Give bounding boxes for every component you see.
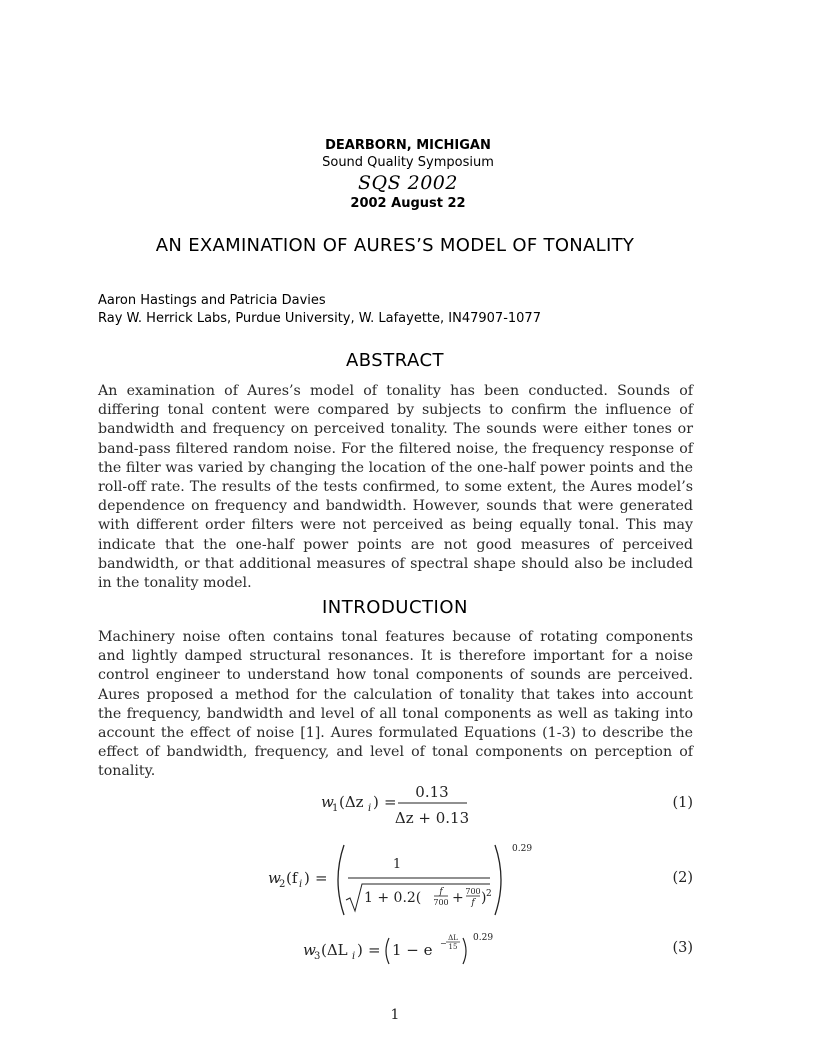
eq2-plus: + [452, 890, 464, 906]
introduction-heading: INTRODUCTION [322, 597, 468, 618]
equation-1 [98, 783, 693, 827]
conference-date: 2002 August 22 [350, 196, 466, 211]
eq2-lhs-sub: 2 [279, 879, 286, 890]
eq2-frac-a-den: 700 [433, 898, 449, 907]
eq2-close: ) [481, 890, 487, 906]
equation-3 [98, 933, 693, 962]
conference-name: Sound Quality Symposium [322, 155, 494, 170]
eq3-exp-num: ΔL [448, 934, 458, 942]
equation-2 [98, 844, 693, 908]
eq2-arg-sub: i [299, 879, 303, 890]
eq3-number: (3) [672, 940, 693, 956]
conference-short-name: SQS 2002 [357, 172, 458, 194]
eq2-frac-b-num: 700 [465, 887, 481, 896]
eq2-arg: (f [286, 869, 298, 887]
eq2-arg-close: ) [304, 869, 310, 887]
eq2-lhs: w [268, 869, 281, 887]
eq1-arg-close: ) [373, 793, 379, 811]
abstract-heading: ABSTRACT [345, 350, 445, 371]
eq3-arg-sub: i [352, 951, 356, 962]
eq1-denominator: Δz + 0.13 [394, 809, 470, 827]
eq3-lhs: w [303, 941, 316, 959]
eq2-left-paren [338, 845, 344, 915]
eq2-right-paren [495, 845, 501, 915]
eq1-lhs-sub: 1 [332, 803, 339, 814]
eq2-equals: = [315, 869, 328, 887]
eq2-radicand: 1 + 0.2( [364, 890, 422, 906]
eq2-outer-exp: 0.29 [512, 844, 533, 854]
page-number: 1 [390, 1007, 400, 1023]
eq3-right-paren [463, 938, 466, 964]
eq1-numerator: 0.13 [415, 783, 449, 801]
eq3-left-paren [386, 938, 389, 964]
abstract-paragraph: An examination of Aures’s model of tonality has been conducted. Sounds of differing tonal content were compared by subjects to confirm the influence of bandwidth and frequency on perceived tonality. The sounds were either tones or band-pass filtered random noise. For the filtered noise, the frequency response of the filter was varied by changing the location of the one-half power points and the roll-off rate. The results of the tests confirmed, to some extent, the Aures model’s dependence on frequency and bandwidth. However, sounds that were generated with different order filters were not perceived as being equally tonal. This may indicate that the one-half power points are not good measures of perceived bandwidth, or that additional measures of spectral shape should also be included in the tonality model. [98, 383, 693, 592]
eq2-number: (2) [672, 870, 693, 886]
eq3-arg: (ΔL [321, 941, 348, 959]
eq2-frac-b-den: f [471, 898, 475, 908]
eq2-inner-exp: 2 [486, 889, 492, 899]
paper-title: AN EXAMINATION OF AURES’S MODEL OF TONALITY [155, 235, 635, 256]
eq1-number: (1) [672, 795, 693, 811]
introduction-paragraph: Machinery noise often contains tonal features because of rotating components and lightly damped structural resonances. It is therefore important for a noise control engineer to understand how tonal components of sounds are perceived. Aures proposed a method for the calculation of tonality that takes into account the frequency, bandwidth and level of all tonal components as well as taking into account the effect of noise [1]. Aures formulated Equations (1-3) to describe the effect of bandwidth, frequency, and level of tonal components on perception of tonality. [98, 629, 693, 780]
eq1-arg-sub: i [368, 803, 372, 814]
conference-location: DEARBORN, MICHIGAN [325, 138, 491, 153]
author-names: Aaron Hastings and Patricia Davies [98, 293, 326, 308]
eq3-lhs-sub: 3 [314, 951, 321, 962]
eq1-lhs: w [321, 793, 334, 811]
eq3-outer-exp: 0.29 [473, 933, 494, 943]
eq3-arg-close: ) [357, 941, 363, 959]
eq2-numerator: 1 [392, 857, 402, 872]
eq3-exp-den: 15 [448, 943, 458, 951]
eq1-equals: = [384, 793, 397, 811]
eq2-frac-a-num: f [439, 887, 443, 897]
eq3-body: 1 − e [392, 941, 433, 959]
eq3-exp-sign: − [440, 939, 447, 948]
eq1-arg: (Δz [339, 793, 364, 811]
eq3-equals: = [368, 941, 381, 959]
author-affiliation: Ray W. Herrick Labs, Purdue University, W. Lafayette, IN47907-1077 [98, 311, 541, 326]
